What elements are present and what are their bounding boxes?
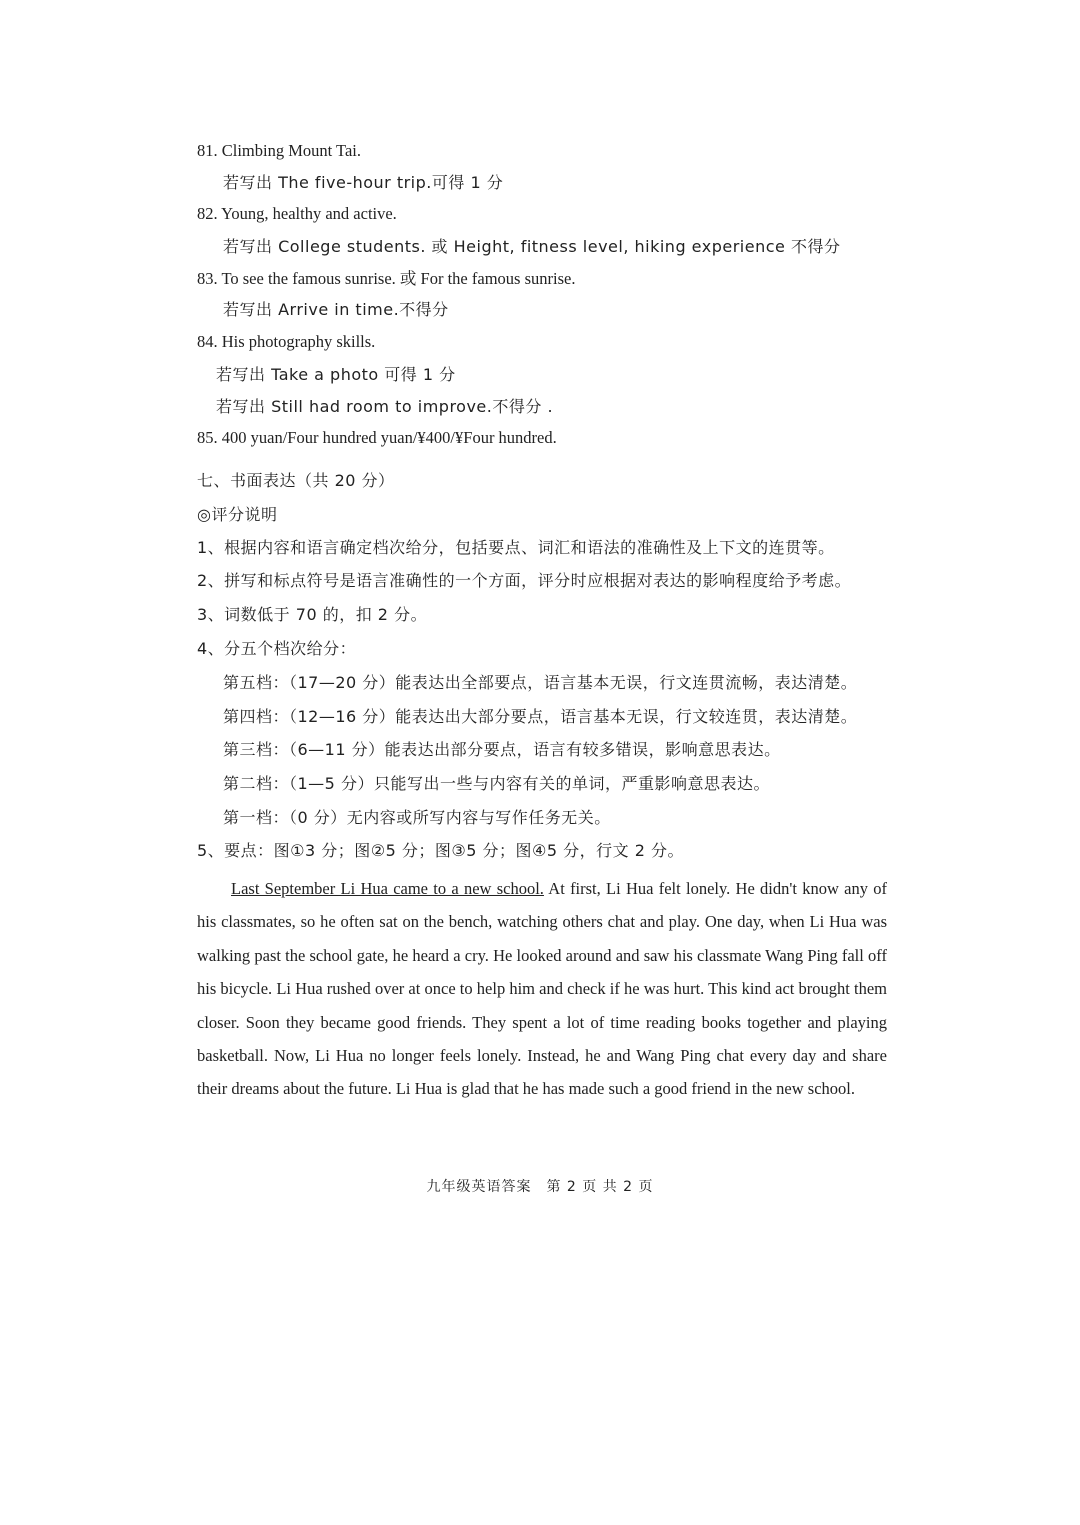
answer-82-note: 若写出 College students. 或 Height, fitness level, hiking experience 不得分 [223, 237, 841, 256]
rule-1: 1、根据内容和语言确定档次给分，包括要点、词汇和语法的准确性及上下文的连贯等。 [197, 538, 835, 557]
essay-first-sentence: Last September Li Hua came to a new school. [231, 879, 544, 898]
answer-85: 85. 400 yuan/Four hundred yuan/¥400/¥Four hundred. [197, 428, 557, 447]
section-subtitle: ◎评分说明 [197, 505, 278, 524]
rule-3: 3、词数低于 70 的，扣 2 分。 [197, 605, 428, 624]
answer-84-note-1: 若写出 Take a photo 可得 1 分 [216, 365, 456, 384]
section-title: 七、书面表达（共 20 分） [197, 471, 395, 490]
level-2: 第二档：（1—5 分）只能写出一些与内容有关的单词，严重影响意思表达。 [223, 774, 770, 793]
page-footer: 九年级英语答案 第 2 页 共 2 页 [426, 1179, 654, 1195]
answer-82: 82. Young, healthy and active. [197, 204, 397, 223]
answer-81: 81. Climbing Mount Tai. [197, 141, 362, 160]
level-3: 第三档：（6—11 分）能表达出部分要点，语言有较多错误，影响意思表达。 [223, 740, 781, 759]
answer-84-note-2: 若写出 Still had room to improve.不得分 . [216, 397, 554, 416]
scoring-points: 5、要点：图①3 分；图②5 分；图③5 分；图④5 分，行文 2 分。 [197, 841, 684, 860]
sample-essay [197, 872, 887, 1106]
level-1: 第一档：（0 分）无内容或所写内容与写作任务无关。 [223, 808, 611, 827]
answer-83-note: 若写出 Arrive in time.不得分 [223, 300, 449, 319]
answer-83: 83. To see the famous sunrise. 或 For the famous sunrise. [197, 269, 576, 288]
rule-4: 4、分五个档次给分： [197, 639, 357, 658]
answer-84: 84. His photography skills. [197, 332, 376, 351]
level-4: 第四档：（12—16 分）能表达出大部分要点，语言基本无误，行文较连贯，表达清楚。 [223, 707, 858, 726]
rule-2: 2、拼写和标点符号是语言准确性的一个方面，评分时应根据对表达的影响程度给予考虑。 [197, 571, 852, 590]
essay-body: At first, Li Hua felt lonely. He didn't know any of his classmates, so he often sat on the bench, watching others chat and play. One day, when Li Hua was walking past the school gate, he heard a cry. He looked around and saw his classmate Wang Ping fall off his bicycle. Li Hua rushed over at once to help him and check if he was hurt. This kind act brought them closer. Soon they became good friends. They spent a lot of time reading books together and playing basketball. Now, Li Hua no longer feels lonely. Instead, he and Wang Ping chat every day and share their dreams about the future. Li Hua is glad that he has made such a good friend in the new school. [197, 879, 887, 1099]
level-5: 第五档：（17—20 分）能表达出全部要点，语言基本无误，行文连贯流畅，表达清楚。 [223, 673, 858, 692]
answer-81-note: 若写出 The five-hour trip.可得 1 分 [223, 173, 504, 192]
